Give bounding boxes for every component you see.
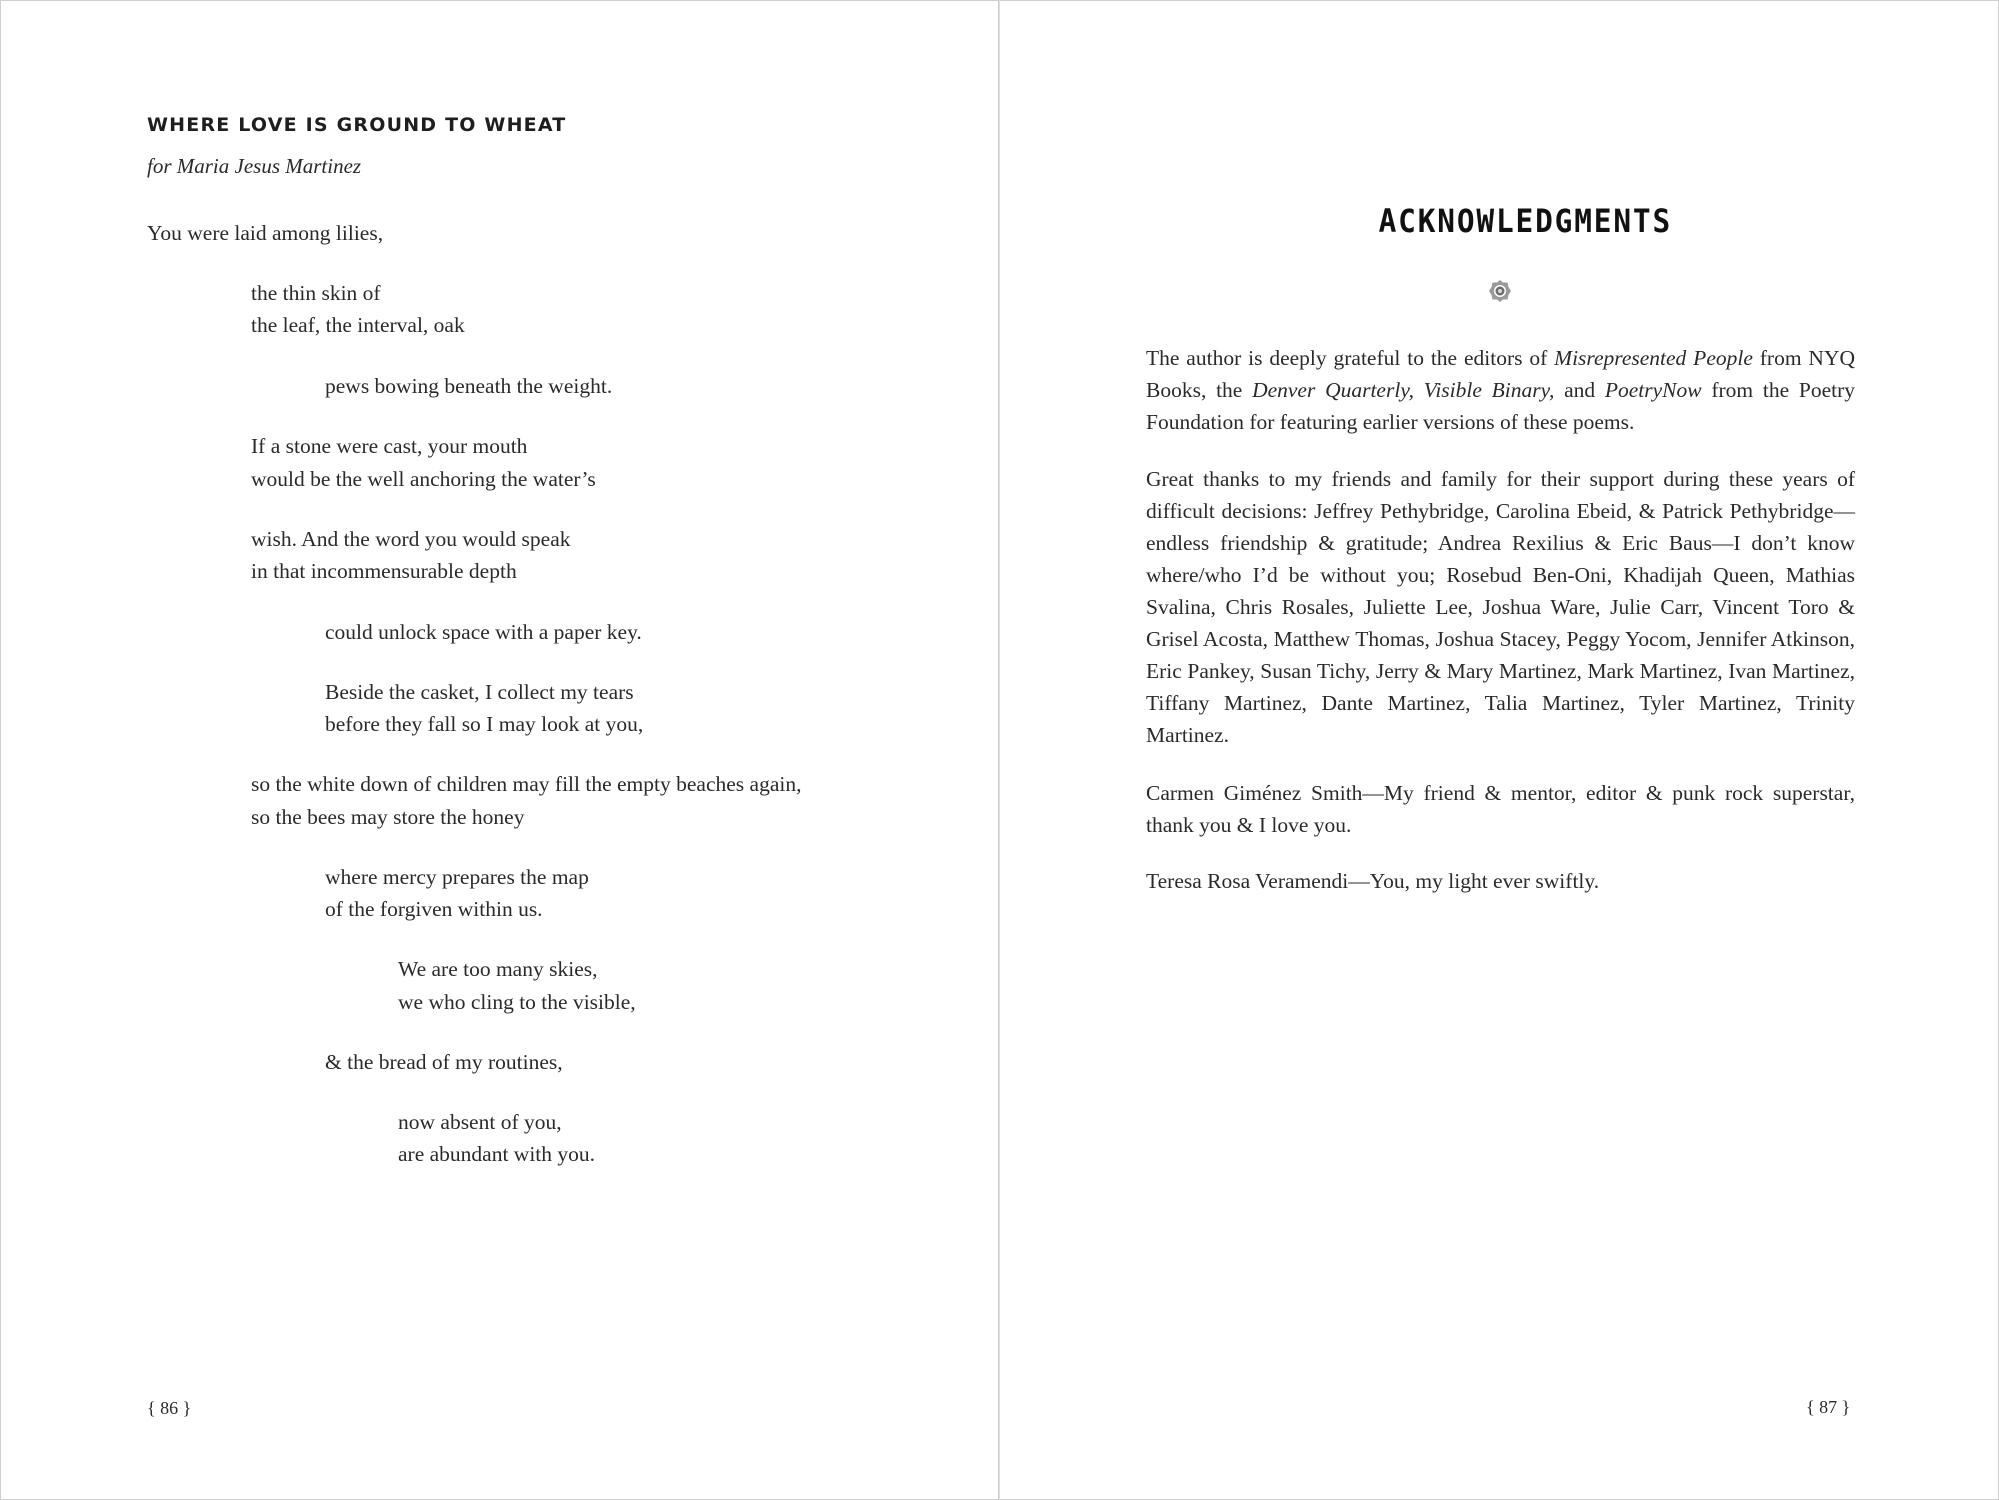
page-number: { 87 } bbox=[1806, 1397, 1851, 1417]
rosette-ornament-icon bbox=[1488, 279, 1512, 303]
poem-line: Beside the casket, I collect my tears bbox=[325, 680, 634, 704]
poem-title: WHERE LOVE IS GROUND TO WHEAT bbox=[147, 114, 567, 136]
poem-dedication: for Maria Jesus Martinez bbox=[147, 154, 362, 178]
acknowledgments-paragraph: Great thanks to my friends and family for their support during these years of difficult decisions: Jeffrey Pethybridge, Carolina Ebeid, & Patrick Pethybridge—endless friendship & gratitude; Andrea Rexilius & Eric Baus—I don’t know where/who I’d be without you; Rosebud Ben-Oni, Khadijah Queen, Mathias Svalina, Chris Rosales, Juliette Lee, Joshua Ware, Julie Carr, Vincent Toro & Grisel Acosta, Matthew Thomas, Joshua Stacey, Peggy Yocom, Jennifer Atkinson, Eric Pankey, Susan Tichy, Jerry & Mary Martinez, Mark Martinez, Ivan Martinez, Tiffany Martinez, Dante Martinez, Talia Martinez, Tyler Martinez, Trinity Martinez. bbox=[1146, 467, 1855, 747]
poem-line: are abundant with you. bbox=[398, 1142, 596, 1166]
poem-line: so the bees may store the honey bbox=[251, 805, 525, 829]
poem-line: of the forgiven within us. bbox=[325, 897, 543, 921]
poem-line: & the bread of my routines, bbox=[325, 1050, 563, 1074]
poem-line: the thin skin of bbox=[251, 281, 381, 305]
left-page bbox=[0, 0, 999, 1500]
acknowledgments-heading: ACKNOWLEDGMENTS bbox=[1378, 202, 1673, 240]
page-number: { 86 } bbox=[147, 1398, 192, 1418]
poem-line: in that incommensurable depth bbox=[251, 559, 517, 583]
acknowledgments-paragraph: Carmen Giménez Smith—My friend & mentor, editor & punk rock superstar, thank you & I love you. bbox=[1146, 781, 1855, 837]
poem-line: would be the well anchoring the water’s bbox=[251, 467, 596, 491]
poem-line: If a stone were cast, your mouth bbox=[251, 434, 528, 458]
poem-line: so the white down of children may fill the empty beaches again, bbox=[251, 772, 802, 796]
poem-line: wish. And the word you would speak bbox=[251, 527, 571, 551]
poem-line: pews bowing beneath the weight. bbox=[325, 374, 613, 398]
poem-line: where mercy prepares the map bbox=[325, 865, 589, 889]
poem-line: now absent of you, bbox=[398, 1110, 562, 1134]
poem-line: could unlock space with a paper key. bbox=[325, 620, 642, 644]
poem-line: we who cling to the visible, bbox=[398, 990, 636, 1014]
acknowledgments-paragraph: The author is deeply grateful to the editors of Misrepresented People from NYQ Books, the Denver Quarterly, Visible Binary, and PoetryNow from the Poetry Foundation for featuring earlier versions of these poems. bbox=[1146, 346, 1855, 434]
poem-line: the leaf, the interval, oak bbox=[251, 313, 465, 337]
poem-line: We are too many skies, bbox=[398, 957, 598, 981]
acknowledgments-paragraph: Teresa Rosa Veramendi—You, my light ever swiftly. bbox=[1146, 869, 1600, 893]
poem-line: You were laid among lilies, bbox=[147, 221, 384, 245]
poem-line: before they fall so I may look at you, bbox=[325, 712, 644, 736]
